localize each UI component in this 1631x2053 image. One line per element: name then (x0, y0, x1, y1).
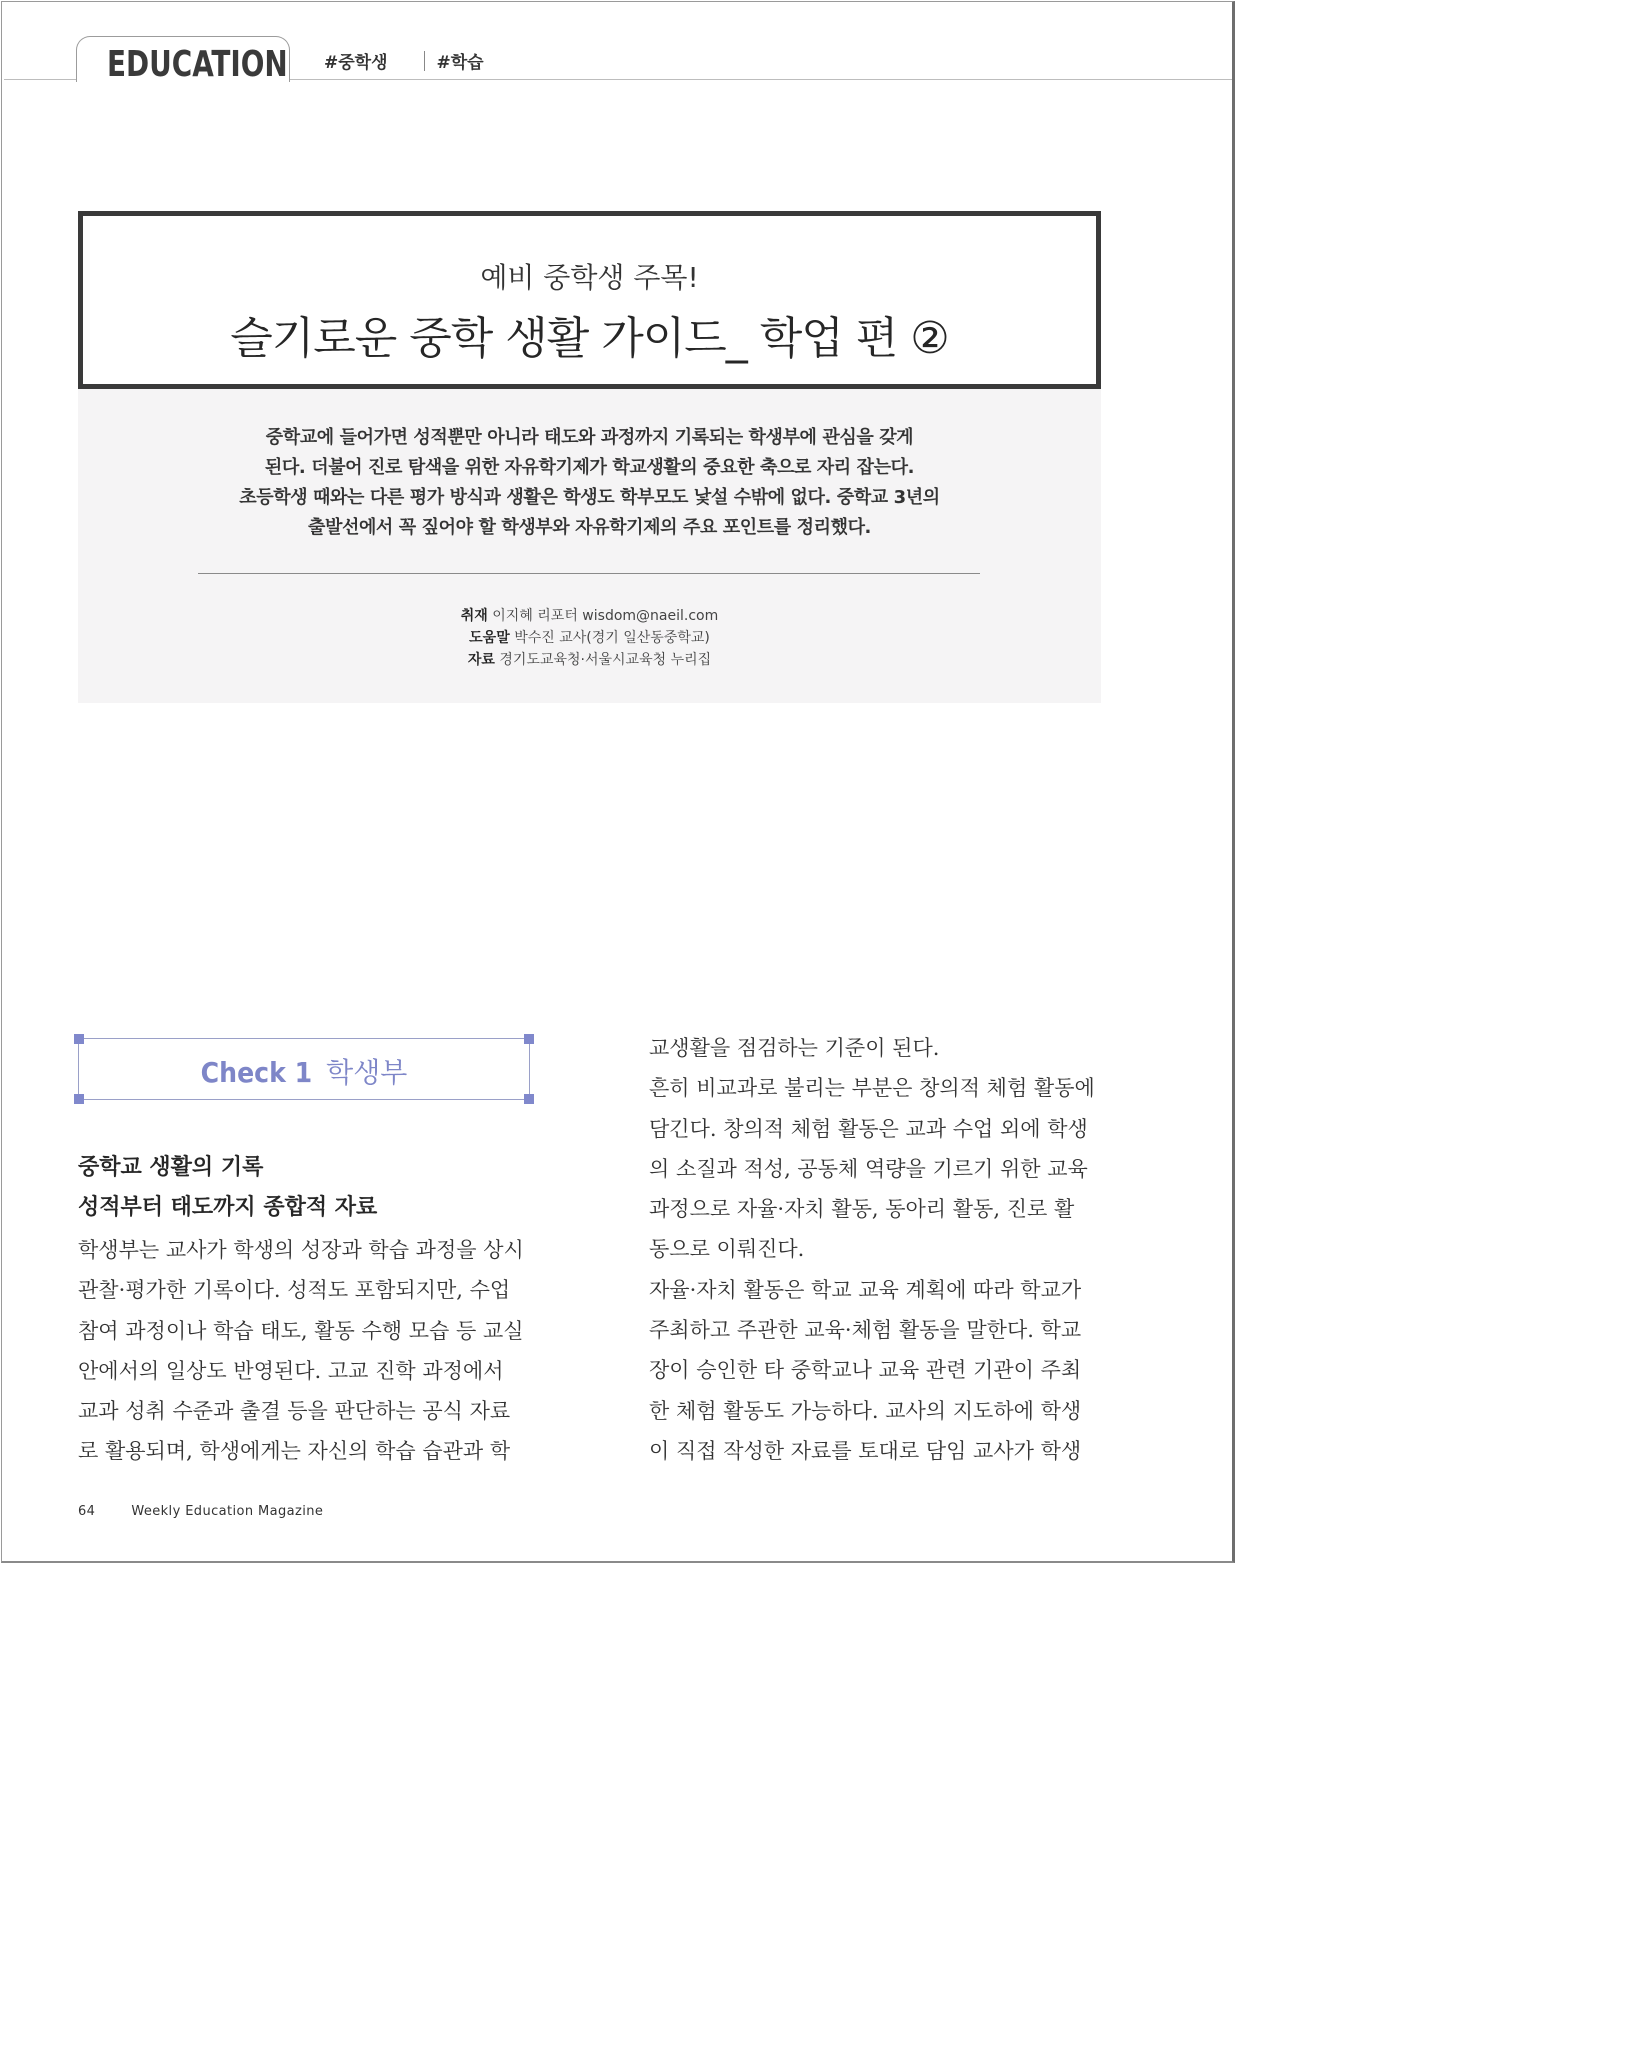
body-line: 교과 성취 수준과 출결 등을 판단하는 공식 자료 (78, 1399, 511, 1424)
credit-source: 자료 경기도교육청·서울시교육청 누리집 (467, 652, 712, 668)
body-line: 관찰·평가한 기록이다. 성적도 포함되지만, 수업 (78, 1278, 511, 1303)
body-line: 담긴다. 창의적 체험 활동은 교과 수업 외에 학생 (649, 1116, 1088, 1141)
tag-study: #학습 (436, 53, 484, 73)
body-line: 흔히 비교과로 불리는 부분은 창의적 체험 활동에 (649, 1076, 1095, 1101)
body-column-left (78, 1230, 530, 1472)
heading-line: 중학교 생활의 기록 (78, 1155, 264, 1180)
check-number: Check 1 (200, 1056, 313, 1089)
corner-handle (524, 1094, 534, 1104)
check-heading (79, 1051, 529, 1091)
check-label-box (78, 1038, 530, 1100)
intro-divider (198, 573, 980, 574)
body-column-right (649, 1028, 1101, 1471)
body-line: 주최하고 주관한 교육·체험 활동을 말한다. 학교 (649, 1318, 1082, 1343)
body-line: 참여 과정이나 학습 태도, 활동 수행 모습 등 교실 (78, 1318, 524, 1343)
body-line: 한 체험 활동도 가능하다. 교사의 지도하에 학생 (649, 1398, 1082, 1423)
intro-line: 출발선에서 꼭 짚어야 할 학생부와 자유학기제의 주요 포인트를 정리했다. (307, 517, 871, 538)
corner-handle (74, 1034, 84, 1044)
body-line: 이 직접 작성한 자료를 토대로 담임 교사가 학생 (649, 1438, 1082, 1463)
body-line: 의 소질과 적성, 공동체 역량을 기르기 위한 교육 (649, 1156, 1088, 1181)
tag-divider (424, 51, 425, 71)
corner-handle (74, 1094, 84, 1104)
tag-middle-school: #중학생 (324, 53, 388, 73)
body-line: 교생활을 점검하는 기준이 된다. (649, 1036, 940, 1060)
credit-advisor: 도움말 박수진 교사(경기 일산동중학교) (469, 630, 710, 646)
magazine-name: Weekly Education Magazine (131, 1504, 324, 1519)
title-box (78, 211, 1101, 389)
intro-box (78, 389, 1101, 703)
body-line: 장이 승인한 타 중학교나 교육 관련 기관이 주최 (649, 1358, 1082, 1383)
page-number: 64 (78, 1504, 96, 1519)
subsection-heading (78, 1148, 377, 1228)
body-line: 과정으로 자율·자치 활동, 동아리 활동, 진로 활 (649, 1197, 1075, 1222)
body-line: 안에서의 일상도 반영된다. 고교 진학 과정에서 (78, 1358, 504, 1383)
credits (78, 605, 1101, 671)
tag-list (324, 48, 484, 73)
section-label: EDUCATION (107, 44, 288, 85)
title-kicker: 예비 중학생 주목! (480, 261, 699, 294)
body-line: 자율·자치 활동은 학교 교육 계획에 따라 학교가 (649, 1277, 1082, 1302)
corner-handle (524, 1034, 534, 1044)
heading-line: 성적부터 태도까지 종합적 자료 (78, 1195, 378, 1220)
page-title: 슬기로운 중학 생활 가이드_ 학업 편 ② (230, 313, 949, 364)
credit-reporter: 취재 이지혜 리포터 wisdom@naeil.com (460, 608, 719, 624)
check-topic: 학생부 (326, 1056, 408, 1089)
intro-line: 중학교에 들어가면 성적뿐만 아니라 태도와 과정까지 기록되는 학생부에 관심을 갖게 (265, 427, 914, 448)
body-line: 로 활용되며, 학생에게는 자신의 학습 습관과 학 (78, 1439, 511, 1464)
intro-line: 된다. 더불어 진로 탐색을 위한 자유학기제가 학교생활의 중요한 축으로 자리 잡는다. (264, 457, 915, 478)
intro-line: 초등학생 때와는 다른 평가 방식과 생활은 학생도 학부모도 낯설 수밖에 없다. 중학교 3년의 (239, 487, 940, 508)
body-line: 동으로 이뤄진다. (649, 1237, 805, 1262)
page-footer (78, 1504, 323, 1519)
body-line: 학생부는 교사가 학생의 성장과 학습 과정을 상시 (78, 1238, 524, 1262)
intro-text (78, 423, 1101, 543)
